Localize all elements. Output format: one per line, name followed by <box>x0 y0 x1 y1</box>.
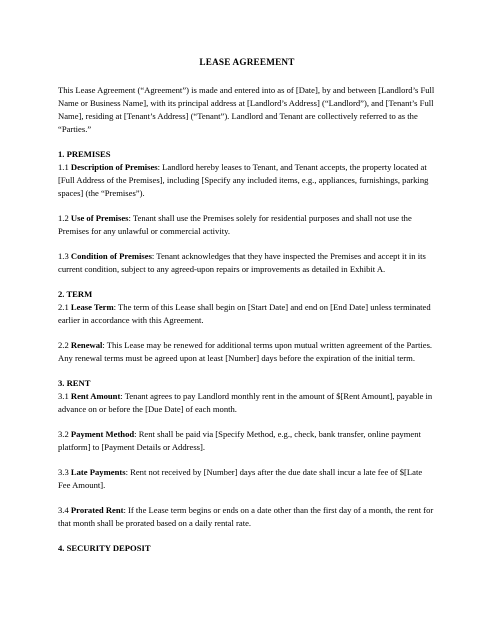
clause-text: : Rent shall be paid via [Specify Method, e.g., check, bank transfer, online payment platform] to [Payment Details or Address]. <box>58 429 421 452</box>
clause-text: : Tenant shall use the Premises solely for residential purposes and shall not use the Premises for any unlawful or commercial activity. <box>58 213 412 236</box>
section-security-deposit <box>58 542 436 555</box>
clause-number: 2.2 <box>58 340 69 350</box>
clause-text: : The term of this Lease shall begin on [Start Date] and end on [End Date] unless terminated earlier in accordance with this Agreement. <box>58 302 431 325</box>
clause-3-4 <box>58 504 436 530</box>
section-heading: 2. TERM <box>58 289 93 299</box>
document-title: LEASE AGREEMENT <box>199 57 295 67</box>
clause-number: 3.4 <box>58 505 69 515</box>
intro-paragraph: This Lease Agreement (“Agreement”) is made and entered into as of [Date], by and between [Landlord’s Full Name or Business Name], with its principal address at [Landlord’s Address] (“Landlord”), and [Tenant’s Full Name], residing at [Tenant’s Address] (“Tenant”). Landlord and Tenant are collectively referred to as the “Parties.” <box>58 85 435 134</box>
clause-number: 3.3 <box>58 467 69 477</box>
clause-label: Rent Amount <box>70 391 121 401</box>
clause-label: Payment Method <box>70 429 135 439</box>
clause-number: 1.3 <box>58 251 69 261</box>
clause-text: : Tenant acknowledges that they have inspected the Premises and accept it in its current condition, subject to any agreed-upon repairs or improvements as detailed in Exhibit A. <box>58 251 426 274</box>
clause-label: Description of Premises <box>70 162 158 172</box>
section-heading: 1. PREMISES <box>58 149 111 159</box>
clause-2-1 <box>58 301 436 327</box>
clause-3-1 <box>58 390 436 416</box>
clause-text: : Landlord hereby leases to Tenant, and Tenant accepts, the property located at [Full Address of the Premises], including [Specify any included items, e.g., appliances, furnishings, parking spaces] (the “Premises”). <box>58 162 429 198</box>
clause-label: Condition of Premises <box>70 251 152 261</box>
clause-number: 1.1 <box>58 162 69 172</box>
clause-text: : This Lease may be renewed for additional terms upon mutual written agreement of the Parties. Any renewal terms must be agreed upon at least [Number] days before the expiration of the initial term. <box>58 340 433 363</box>
clause-label: Late Payments <box>70 467 126 477</box>
clause-3-3 <box>58 466 436 492</box>
clause-label: Lease Term <box>70 302 114 312</box>
clause-text: : If the Lease term begins or ends on a date other than the first day of a month, the rent for that month shall be prorated based on a daily rental rate. <box>58 505 434 528</box>
section-rent <box>58 377 436 530</box>
clause-1-1 <box>58 161 436 200</box>
clause-label: Use of Premises <box>70 213 129 223</box>
clause-label: Renewal <box>70 340 103 350</box>
clause-1-3 <box>58 250 436 276</box>
clause-number: 2.1 <box>58 302 69 312</box>
section-heading: 3. RENT <box>58 378 91 388</box>
clause-3-2 <box>58 428 436 454</box>
section-heading: 4. SECURITY DEPOSIT <box>58 543 151 553</box>
clause-number: 1.2 <box>58 213 69 223</box>
document-body <box>58 56 436 555</box>
clause-text: : Rent not received by [Number] days after the due date shall incur a late fee of $[Late Fee Amount]. <box>58 467 423 490</box>
clause-text: : Tenant agrees to pay Landlord monthly rent in the amount of $[Rent Amount], payable in advance on or before the [Due Date] of each month. <box>58 391 433 414</box>
clause-number: 3.2 <box>58 429 69 439</box>
clause-1-2 <box>58 212 436 238</box>
section-term <box>58 288 436 365</box>
clause-number: 3.1 <box>58 391 69 401</box>
clause-label: Prorated Rent <box>70 505 124 515</box>
clause-2-2 <box>58 339 436 365</box>
section-premises <box>58 148 436 276</box>
